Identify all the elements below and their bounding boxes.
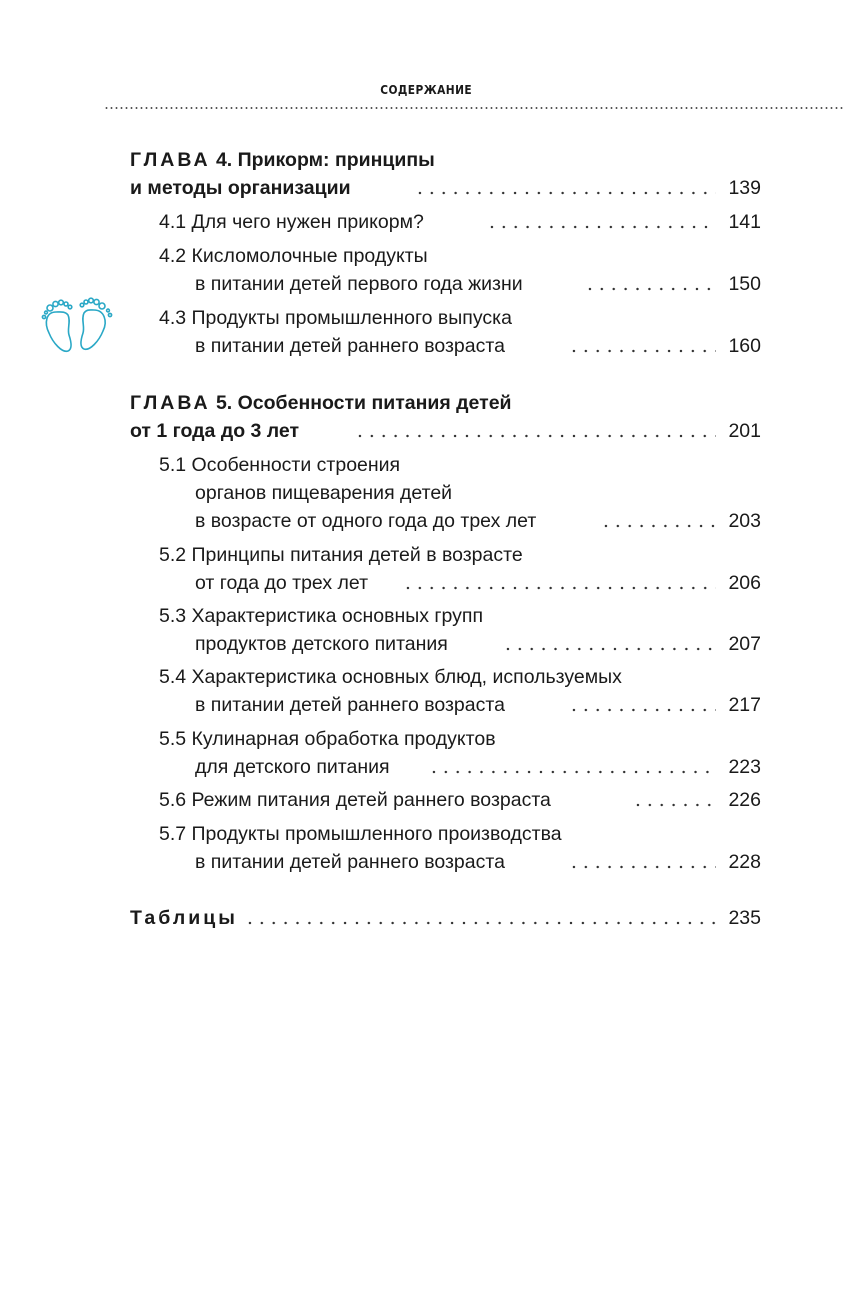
dotted-rule [104,106,845,110]
dot-leader [600,507,716,535]
dot-leader [354,417,716,445]
page-number: 203 [728,510,761,532]
section-title-cont: в возрасте от одного года до трех лет [195,510,537,532]
toc-entry[interactable] [0,541,845,569]
page-number: 139 [728,177,761,199]
toc-entry[interactable] [0,174,845,202]
section-title: 5.5 Кулинарная обработка продуктов [159,728,496,750]
chapter-title: 5. Особенности питания детей [210,392,512,414]
toc-entry-cont[interactable] [0,753,845,781]
dot-leader [568,691,716,719]
toc-entry-cont[interactable] [0,691,845,719]
toc-entry-cont[interactable] [0,569,845,597]
chapter-heading[interactable] [0,389,845,417]
section-title-cont: для детского питания [195,756,390,778]
section-title-cont: в питании детей первого года жизни [195,273,523,295]
toc-entry[interactable] [0,417,845,445]
dot-leader [414,174,716,202]
running-head-title: СОДЕРЖАНИЕ [380,82,473,97]
section-title-cont: в питании детей раннего возраста [195,335,505,357]
page-number: 228 [728,851,761,873]
tables-title: Таблицы [130,907,238,929]
toc-entry-cont[interactable] [0,848,845,876]
toc-entry[interactable] [0,904,845,932]
section-title: 4.2 Кисломолочные продукты [159,245,428,267]
page-number: 235 [728,907,761,929]
toc-entry[interactable] [0,208,845,236]
section-title: 5.1 Особенности строения [159,454,401,476]
chapter-title: 4. Прикорм: принципы [210,149,435,171]
toc-entry[interactable] [0,725,845,753]
section-title-cont: органов пищеварения детей [195,482,453,504]
toc-entry[interactable] [0,602,845,630]
section-title: 4.3 Продукты промышленного выпуска [159,307,512,329]
page-number: 201 [728,420,761,442]
dot-leader [486,208,716,236]
section-title-cont: продуктов детского питания [195,633,448,655]
section-title: 5.6 Режим питания детей раннего возраста [159,789,551,811]
chapter-heading[interactable] [0,146,845,174]
chapter-title-cont: от 1 года до 3 лет [130,420,300,442]
page-number: 207 [728,633,761,655]
dot-leader [502,630,716,658]
page-number: 150 [728,273,761,295]
dot-leader [568,332,716,360]
toc-entry-cont[interactable] [0,270,845,298]
chapter-title-cont: и методы организации [130,177,351,199]
section-title: 5.4 Характеристика основных блюд, используемых [159,666,622,688]
toc-entry[interactable] [0,820,845,848]
section-title: 5.2 Принципы питания детей в возрасте [159,544,523,566]
section-title: 4.1 Для чего нужен прикорм? [159,211,424,233]
page-number: 206 [728,572,761,594]
chapter-label: ГЛАВА [130,392,211,414]
toc-entry-cont [0,479,845,507]
section-title-cont: от года до трех лет [195,572,369,594]
dot-leader [584,270,716,298]
section-title-cont: в питании детей раннего возраста [195,694,505,716]
toc-entry-cont[interactable] [0,630,845,658]
toc-entry[interactable] [0,304,845,332]
toc-entry[interactable] [0,451,845,479]
section-title: 5.7 Продукты промышленного производства [159,823,562,845]
toc-entry[interactable] [0,242,845,270]
page-number: 223 [728,756,761,778]
toc-entry-cont[interactable] [0,332,845,360]
running-head [67,82,785,97]
page-number: 141 [728,211,761,233]
dot-leader [428,753,716,781]
dot-leader [402,569,716,597]
page-number: 160 [728,335,761,357]
toc-entry-cont[interactable] [0,507,845,535]
dot-leader [568,848,716,876]
section-title-cont: в питании детей раннего возраста [195,851,505,873]
chapter-label: ГЛАВА [130,149,211,171]
page-number: 226 [728,789,761,811]
toc-entry[interactable] [0,786,845,814]
dot-leader [244,904,716,932]
toc-entry[interactable] [0,663,845,691]
section-title: 5.3 Характеристика основных групп [159,605,484,627]
dot-leader [632,786,716,814]
page-number: 217 [728,694,761,716]
